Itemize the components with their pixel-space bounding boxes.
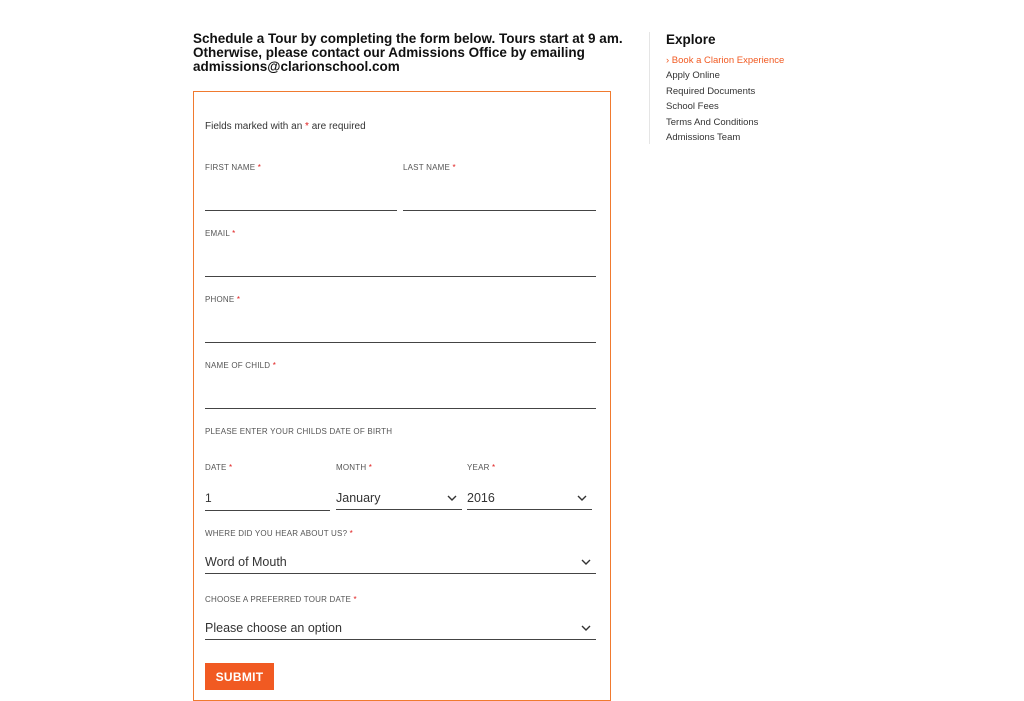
intro-text: Schedule a Tour by completing the form below. Tours start at 9 am. Otherwise, please contact our Admissions Office by emailing admissions@clarionschool.com	[193, 31, 623, 74]
hear-about-select[interactable]	[205, 550, 596, 574]
chevron-down-icon	[580, 622, 592, 634]
chevron-down-icon	[446, 492, 458, 504]
email-label: EMAIL *	[205, 229, 236, 238]
required-star: *	[305, 121, 309, 132]
first-name-label: FIRST NAME *	[205, 163, 262, 172]
first-name-input[interactable]	[205, 186, 397, 210]
hear-about-selected-value: Word of Mouth	[205, 554, 287, 569]
year-label: YEAR *	[467, 463, 496, 472]
tour-form	[193, 91, 611, 701]
explore-item-required-documents[interactable]: Required Documents	[666, 85, 756, 97]
explore-nav	[666, 53, 784, 145]
dob-heading: PLEASE ENTER YOUR CHILDS DATE OF BIRTH	[205, 427, 393, 436]
child-name-field[interactable]	[205, 384, 596, 409]
last-name-label: LAST NAME *	[403, 163, 456, 172]
child-name-label: NAME OF CHILD *	[205, 361, 277, 370]
chevron-down-icon	[580, 556, 592, 568]
phone-input[interactable]	[205, 318, 596, 342]
required-note-prefix: Fields marked with an	[205, 121, 303, 132]
explore-item-apply-online[interactable]: Apply Online	[666, 70, 720, 82]
email-input[interactable]	[205, 252, 596, 276]
required-note	[205, 121, 366, 132]
sidebar-divider	[649, 32, 650, 144]
first-name-field[interactable]	[205, 186, 397, 211]
month-select[interactable]	[336, 486, 462, 510]
date-input[interactable]	[205, 486, 330, 510]
month-selected-value: January	[336, 490, 381, 505]
last-name-input[interactable]	[403, 186, 596, 210]
tour-date-label: CHOOSE A PREFERRED TOUR DATE *	[205, 595, 357, 604]
tour-date-select[interactable]	[205, 616, 596, 640]
hear-about-label: WHERE DID YOU HEAR ABOUT US? *	[205, 529, 353, 538]
date-field[interactable]	[205, 486, 330, 511]
phone-field[interactable]	[205, 318, 596, 343]
last-name-field[interactable]	[403, 186, 596, 211]
explore-item-book-experience[interactable]: › Book a Clarion Experience	[666, 55, 785, 66]
phone-label: PHONE *	[205, 295, 241, 304]
month-label: MONTH *	[336, 463, 373, 472]
year-select[interactable]	[467, 486, 592, 510]
explore-item-admissions-team[interactable]: Admissions Team	[666, 132, 741, 144]
explore-title: Explore	[666, 32, 716, 47]
year-selected-value: 2016	[467, 490, 495, 505]
required-note-suffix: are required	[311, 121, 366, 132]
email-field[interactable]	[205, 252, 596, 277]
date-label: DATE *	[205, 463, 233, 472]
submit-button[interactable]: SUBMIT	[205, 663, 274, 690]
chevron-down-icon	[576, 492, 588, 504]
tour-date-selected-value: Please choose an option	[205, 620, 342, 635]
explore-item-school-fees[interactable]: School Fees	[666, 101, 719, 113]
child-name-input[interactable]	[205, 384, 596, 408]
explore-item-terms[interactable]: Terms And Conditions	[666, 116, 759, 128]
